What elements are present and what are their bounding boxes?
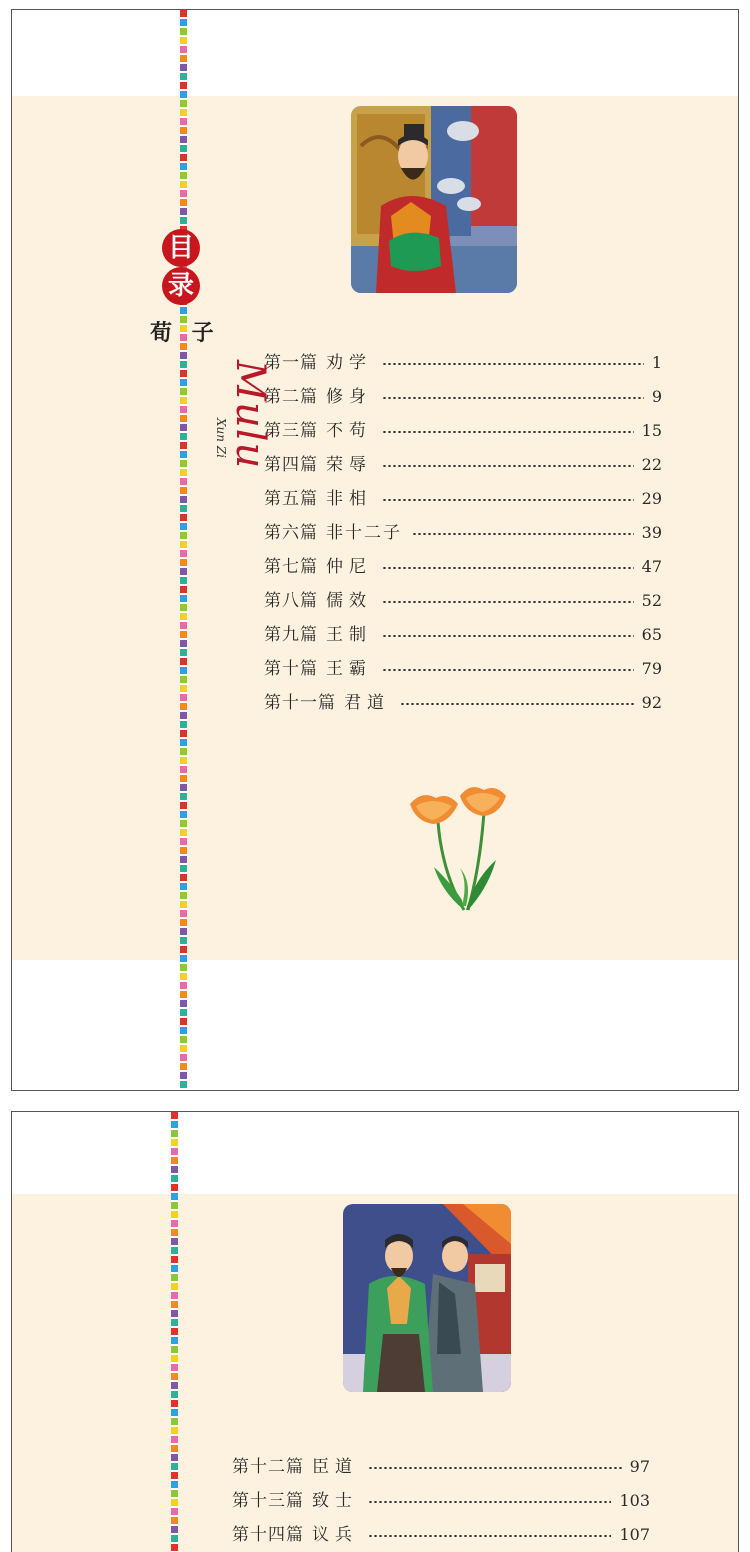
page-number: 29: [641, 489, 662, 508]
chapter-number: 第四篇: [264, 455, 318, 475]
dot-leader: [368, 1535, 611, 1537]
two-scholars-illustration: [343, 1204, 511, 1392]
dot-leader: [412, 533, 634, 535]
dot-leader: [382, 431, 634, 433]
chapter-number: 第十四篇: [232, 1525, 304, 1545]
dot-leader: [368, 1501, 611, 1503]
dot-leader: [400, 703, 634, 705]
toc-entry[interactable]: [264, 516, 662, 550]
chapter-number: 第一篇: [264, 353, 318, 373]
chapter-title: 仲尼: [326, 557, 372, 577]
page-number: 15: [641, 421, 662, 440]
toc-entry-heading: [232, 1484, 358, 1518]
chapter-title: 王霸: [326, 659, 372, 679]
chapter-number: 第十篇: [264, 659, 318, 679]
page-number: 1: [651, 353, 662, 372]
chapter-title: 荣辱: [326, 455, 372, 475]
page-number: 97: [629, 1457, 650, 1476]
book-title: 荀 子: [150, 320, 220, 346]
toc-entry-heading: [264, 584, 372, 618]
toc-entry[interactable]: [264, 584, 662, 618]
chapter-title: 臣道: [312, 1457, 358, 1477]
dot-leader: [382, 601, 634, 603]
toc-entry-heading: [232, 1450, 358, 1484]
toc-entry[interactable]: [264, 550, 662, 584]
chapter-title: 王制: [326, 625, 372, 645]
dot-leader: [382, 363, 644, 365]
chapter-title: 非相: [326, 489, 372, 509]
toc-entry-heading: [264, 618, 372, 652]
chapter-title: 修身: [326, 387, 372, 407]
dot-leader: [382, 567, 634, 569]
toc-entry[interactable]: [232, 1518, 650, 1552]
toc-entry[interactable]: [264, 380, 662, 414]
chapter-number: 第三篇: [264, 421, 318, 441]
chapter-number: 第六篇: [264, 523, 318, 543]
toc-entry-heading: [232, 1518, 358, 1552]
xunzi-pinyin-subtitle: Xun Zi: [214, 418, 228, 458]
chapter-number: 第五篇: [264, 489, 318, 509]
page-number: 65: [641, 625, 662, 644]
dot-leader: [382, 397, 644, 399]
toc-entry[interactable]: [264, 686, 662, 720]
scholar-illustration: [351, 106, 517, 293]
toc-page-2: [11, 1111, 739, 1552]
dot-leader: [382, 499, 634, 501]
page-number: 79: [641, 659, 662, 678]
chapter-title: 不苟: [326, 421, 372, 441]
mulu-badge-mu: 目: [162, 229, 200, 267]
chapter-number: 第八篇: [264, 591, 318, 611]
table-of-contents: [232, 1450, 650, 1552]
toc-entry[interactable]: [264, 652, 662, 686]
toc-entry-heading: [264, 380, 372, 414]
dot-leader: [382, 635, 634, 637]
toc-entry[interactable]: [232, 1450, 650, 1484]
toc-entry[interactable]: [264, 414, 662, 448]
chapter-title: 议兵: [312, 1525, 358, 1545]
toc-entry-heading: [264, 516, 402, 550]
toc-entry[interactable]: [264, 618, 662, 652]
decorative-color-stripe: [171, 1112, 178, 1552]
page-number: 39: [641, 523, 662, 542]
chapter-number: 第七篇: [264, 557, 318, 577]
toc-entry-heading: [264, 482, 372, 516]
toc-entry-heading: [264, 414, 372, 448]
page-number: 103: [619, 1491, 650, 1510]
toc-entry[interactable]: [264, 482, 662, 516]
toc-entry-heading: [264, 346, 372, 380]
chapter-title: 非十二子: [326, 523, 402, 543]
toc-entry-heading: [264, 550, 372, 584]
toc-entry[interactable]: [232, 1484, 650, 1518]
table-of-contents: [264, 346, 662, 720]
chapter-title: 致士: [312, 1491, 358, 1511]
chapter-title: 君道: [344, 693, 390, 713]
chapter-number: 第十一篇: [264, 693, 336, 713]
page-number: 22: [641, 455, 662, 474]
mulu-badge-lu: 录: [162, 267, 200, 305]
chapter-number: 第十二篇: [232, 1457, 304, 1477]
page-number: 52: [641, 591, 662, 610]
page-number: 107: [619, 1525, 650, 1544]
chapter-number: 第十三篇: [232, 1491, 304, 1511]
chapter-number: 第二篇: [264, 387, 318, 407]
chapter-number: 第九篇: [264, 625, 318, 645]
dot-leader: [382, 465, 634, 467]
page-number: 92: [641, 693, 662, 712]
dot-leader: [368, 1467, 622, 1469]
page-number: 47: [641, 557, 662, 576]
chapter-title: 儒效: [326, 591, 372, 611]
toc-entry[interactable]: [264, 346, 662, 380]
chapter-title: 劝学: [326, 353, 372, 373]
page-number: 9: [651, 387, 662, 406]
dot-leader: [382, 669, 634, 671]
toc-entry-heading: [264, 448, 372, 482]
mulu-script-title: Mulu: [227, 360, 273, 470]
flower-illustration: [402, 782, 512, 926]
toc-entry-heading: [264, 652, 372, 686]
decorative-color-stripe: [180, 10, 187, 1090]
toc-entry-heading: [264, 686, 390, 720]
toc-page-1: [11, 9, 739, 1091]
toc-entry[interactable]: [264, 448, 662, 482]
